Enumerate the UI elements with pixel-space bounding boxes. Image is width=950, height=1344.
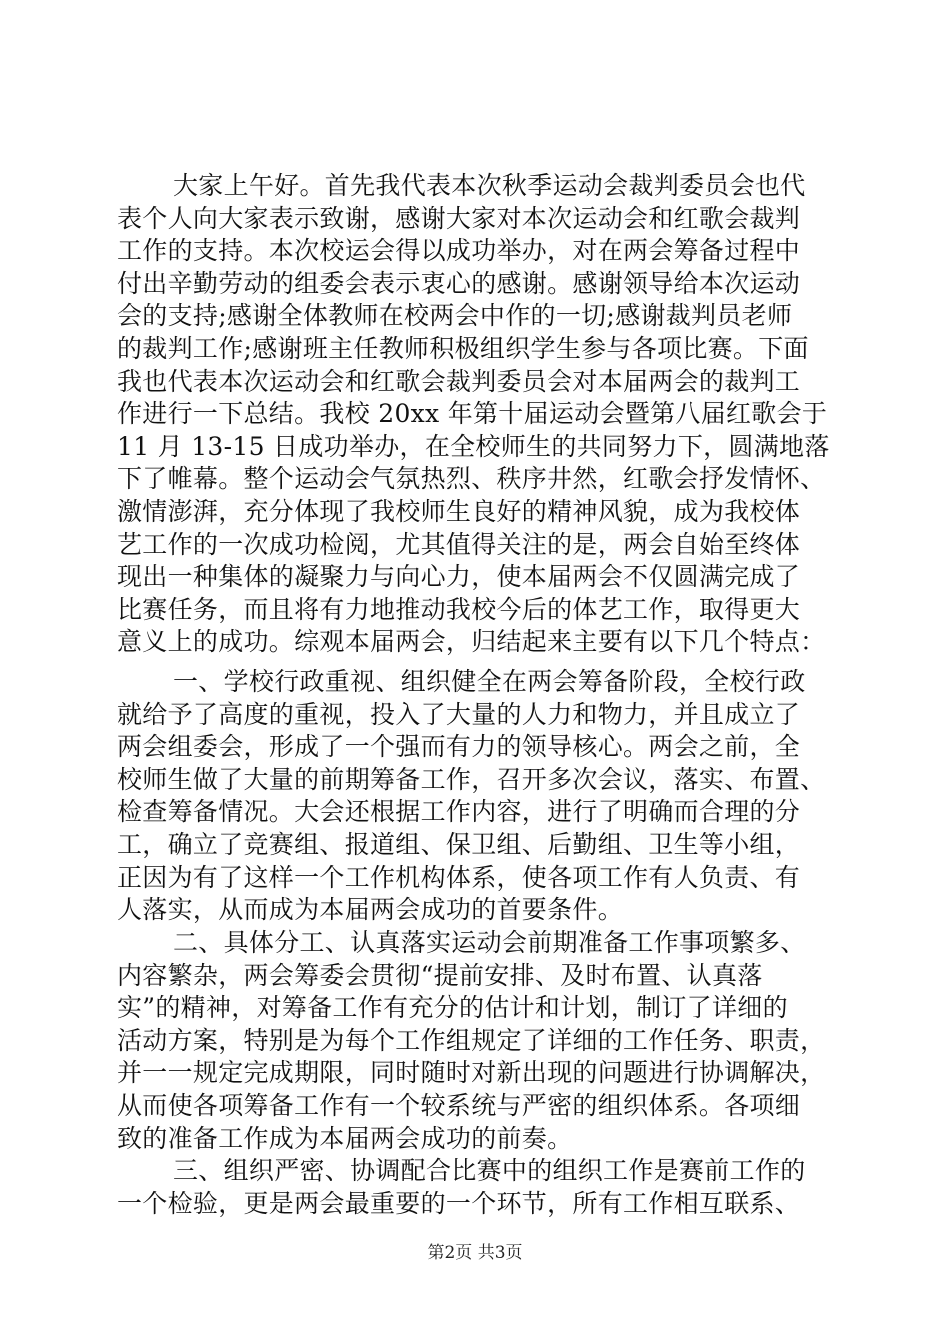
text-line: 会的支持;感谢全体教师在校两会中作的一切;感谢裁判员老师	[117, 301, 793, 331]
text-line: 三、组织严密、协调配合比赛中的组织工作是赛前工作的	[173, 1156, 806, 1185]
text-line: 并一一规定完成期限，同时随时对新出现的问题进行协调解决，	[117, 1058, 826, 1088]
paragraph-intro	[117, 170, 847, 659]
text-line: 作进行一下总结。我校 20xx 年第十届运动会暨第八届红歌会于	[117, 399, 828, 429]
text-line: 人落实，从而成为本届两会成功的首要条件。	[117, 895, 624, 925]
text-line: 艺工作的一次成功检阅，尤其值得关注的是，两会自始至终体	[117, 529, 801, 559]
text-line: 正因为有了这样一个工作机构体系，使各项工作有人负责、有	[117, 862, 801, 892]
text-line: 激情澎湃，充分体现了我校师生良好的精神风貌，成为我校体	[117, 496, 801, 526]
text-line: 校师生做了大量的前期筹备工作，召开多次会议，落实、布置、	[117, 764, 826, 794]
text-line: 表个人向大家表示致谢，感谢大家对本次运动会和红歌会裁判	[117, 203, 801, 233]
text-line: 从而使各项筹备工作有一个较系统与严密的组织体系。各项细	[117, 1090, 801, 1120]
text-line: 现出一种集体的凝聚力与向心力，使本届两会不仅圆满完成了	[117, 562, 801, 592]
text-line: 工作的支持。本次校运会得以成功举办，对在两会筹备过程中	[117, 236, 801, 266]
text-line: 致的准备工作成为本届两会成功的前奏。	[117, 1123, 573, 1153]
text-line: 一、学校行政重视、组织健全在两会筹备阶段，全校行政	[173, 667, 806, 696]
text-line: 二、具体分工、认真落实运动会前期准备工作事项繁多、	[173, 928, 806, 957]
text-line: 工，确立了竞赛组、报道组、保卫组、后勤组、卫生等小组，	[117, 829, 801, 859]
text-line: 我也代表本次运动会和红歌会裁判委员会对本届两会的裁判工	[117, 366, 801, 396]
text-line: 活动方案，特别是为每个工作组规定了详细的工作任务、职责，	[117, 1025, 826, 1055]
text-line: 就给予了高度的重视，投入了大量的人力和物力，并且成立了	[117, 699, 801, 729]
text-line: 内容繁杂，两会筹委会贯彻“提前安排、及时布置、认真落	[117, 960, 763, 990]
text-line: 检查筹备情况。大会还根据工作内容，进行了明确而合理的分	[117, 797, 801, 827]
paragraph-point-one	[117, 666, 847, 927]
text-line: 实”的精神，对筹备工作有充分的估计和计划，制订了详细的	[117, 993, 788, 1023]
text-line: 付出辛勤劳动的组委会表示衷心的感谢。感谢领导给本次运动	[117, 268, 801, 298]
text-line: 大家上午好。首先我代表本次秋季运动会裁判委员会也代	[173, 171, 806, 200]
paragraph-point-two	[117, 927, 847, 1155]
text-line: 意义上的成功。综观本届两会，归结起来主要有以下几个特点：	[117, 627, 826, 657]
text-line: 11 月 13-15 日成功举办，在全校师生的共同努力下，圆满地落	[117, 431, 830, 461]
paragraph-point-three	[117, 1155, 847, 1220]
page-footer: 第2页 共3页	[427, 1243, 523, 1263]
text-line: 下了帷幕。整个运动会气氛热烈、秩序井然，红歌会抒发情怀、	[117, 464, 826, 494]
text-line: 比赛任务，而且将有力地推动我校今后的体艺工作，取得更大	[117, 594, 801, 624]
text-line: 的裁判工作;感谢班主任教师积极组织学生参与各项比赛。下面	[117, 333, 809, 363]
text-line: 一个检验，更是两会最重要的一个环节，所有工作相互联系、	[117, 1188, 801, 1218]
text-line: 两会组委会，形成了一个强而有力的领导核心。两会之前，全	[117, 732, 801, 762]
